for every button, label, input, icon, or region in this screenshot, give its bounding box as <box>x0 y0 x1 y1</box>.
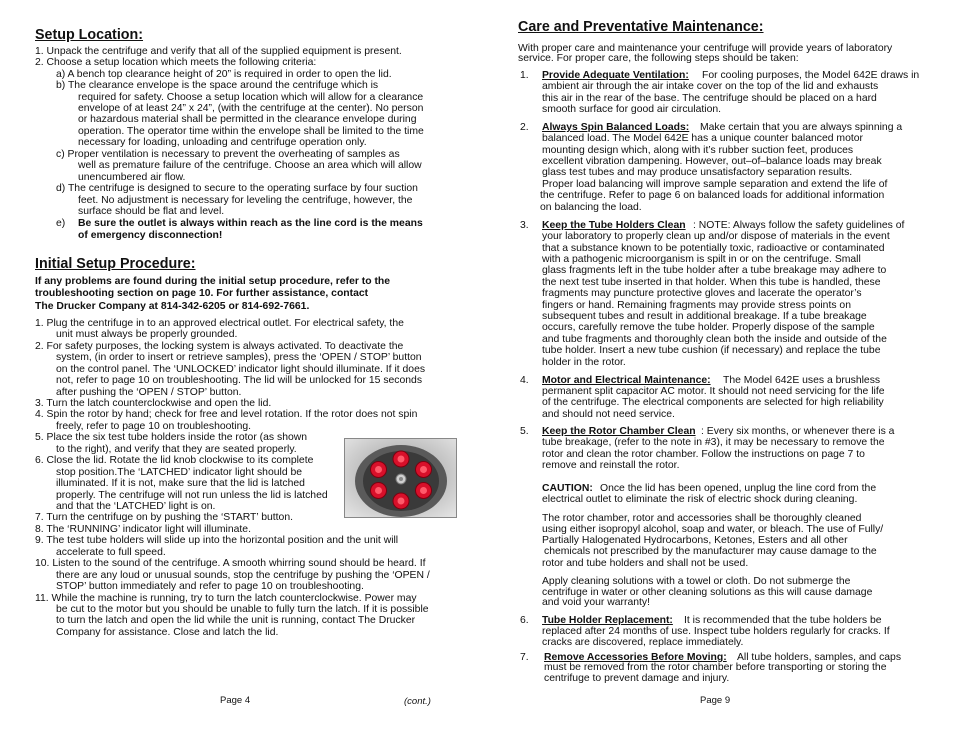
procedure-line: 7. Turn the centrifuge on by pushing the ‘START’ button. <box>35 512 293 523</box>
item-number: 5. <box>520 426 529 437</box>
setup-line: envelope of at least 24” x 24”, (with the centrifuge at the center). No person <box>78 103 424 114</box>
right-page-number: Page 9 <box>700 695 731 706</box>
setup-line: necessary for loading, unloading and centrifuge operation only. <box>78 137 367 148</box>
cleaning-text: Apply cleaning solutions with a towel or cloth. Do not submerge the <box>542 576 851 587</box>
caution-text: electrical outlet to eliminate the risk of electric shock during cleaning. <box>542 494 858 505</box>
cleaning-text: using either isopropyl alcohol, soap and water, or bleach. The use of Fully/ <box>542 524 884 535</box>
tube-holder-opening <box>420 466 427 473</box>
item-text: excellent vibration dampening. However, out–of–balance loads may break <box>542 156 882 167</box>
procedure-line: 10. Listen to the sound of the centrifuge. A smooth whirring sound should be heard. If <box>35 558 426 569</box>
maintenance-intro: With proper care and maintenance your centrifuge will provide years of laboratory <box>518 43 893 54</box>
cleaning-text: Partially Halogenated Hydrocarbons, Ketones, Esters and all other <box>542 535 848 546</box>
item-text: must be removed from the rotor chamber before transporting or storing the <box>544 662 887 673</box>
item-text: cracks are discovered, replace immediately. <box>542 637 744 648</box>
setup-location-heading: Setup Location: <box>35 27 144 43</box>
procedure-line: on the control panel. The ‘UNLOCKED’ indicator light should illuminate. If it does <box>56 364 426 375</box>
cleaning-text: and void your warranty! <box>542 597 651 608</box>
procedure-line: not, refer to page 10 on troubleshooting. The lid will be unlocked for 15 seconds <box>56 375 423 386</box>
setup-line: feet. No adjustment is necessary for leveling the centrifuge, however, the <box>78 195 413 206</box>
item-number: 3. <box>520 220 529 231</box>
item-title: Always Spin Balanced Loads: <box>542 122 690 133</box>
maintenance-heading: Care and Preventative Maintenance: <box>518 19 764 35</box>
procedure-line: properly. The centrifuge will not run unless the lid is latched <box>56 490 328 501</box>
item-text: with a pathogenic microorganism is spilt in or on the centrifuge. Small <box>542 254 861 265</box>
item-text: and tube fragments and thoroughly clean both the inside and outside of the <box>542 334 887 345</box>
tube-holder-opening <box>420 487 427 494</box>
procedure-line: 9. The test tube holders will slide up into the horizontal position and the unit will <box>35 535 399 546</box>
outlet-warning: Be sure the outlet is always within reach as the line cord is the means <box>78 218 423 229</box>
setup-line: or hazardous material shall be permitted in the clearance envelope during <box>78 114 417 125</box>
procedure-line: after pushing the ‘OPEN / STOP’ button. <box>56 387 242 398</box>
item-text: the next test tube inserted in that holder. When this tube is handled, these <box>542 277 881 288</box>
item-text: tube breakage, (refer to the note in #3), it may be necessary to remove the <box>542 437 885 448</box>
procedure-line: to turn the latch and open the lid while the unit is running, contact The Drucker <box>56 615 416 626</box>
tube-holder-opening <box>375 466 382 473</box>
cleaning-text: centrifuge in water or other cleaning solutions as this will cause damage <box>542 587 873 598</box>
procedure-line: freely, refer to page 10 on troubleshooting. <box>56 421 252 432</box>
item-text: balanced load. The Model 642E has a unique counter balanced motor <box>542 133 863 144</box>
setup-line: b) The clearance envelope is the space around the centrifuge which is <box>56 80 379 91</box>
procedure-line: 3. Turn the latch counterclockwise and open the lid. <box>35 398 272 409</box>
procedure-line: Company for assistance. Close and latch the lid. <box>56 627 279 638</box>
rotor-photo <box>344 438 457 518</box>
procedure-line: STOP’ button immediately and refer to page 10 on troubleshooting. <box>56 581 364 592</box>
item-text: tube holder. Insert a new tube cushion (if necessary) and replace the tube <box>542 345 881 356</box>
item-title: Keep the Rotor Chamber Clean <box>542 426 696 437</box>
setup-line: well as premature failure of the centrifuge. Choose an area which will allow <box>78 160 422 171</box>
initial-setup-heading: Initial Setup Procedure: <box>35 256 196 272</box>
item-text: : NOTE: Always follow the safety guidelines of <box>693 220 905 231</box>
item-text: glass fragments left in the tube holder after a tube breakage may adhere to <box>542 265 887 276</box>
outlet-warning: of emergency disconnection! <box>78 230 223 241</box>
item-title: Provide Adequate Ventilation: <box>542 70 689 81</box>
setup-line: 2. Choose a setup location which meets the following criteria: <box>35 57 317 68</box>
item-text: fingers or hand. Remaining fragments may provide stress points on <box>542 300 851 311</box>
procedure-line: illuminated. If it is not, make sure that the lid is latched <box>56 478 305 489</box>
item-text: smooth surface for good air circulation. <box>542 104 722 115</box>
procedure-line: accelerate to full speed. <box>56 547 166 558</box>
setup-line: operation. The operator time within the envelope shall be limited to the time <box>78 126 424 137</box>
procedure-line: 1. Plug the centrifuge in to an approved electrical outlet. For electrical safety, the <box>35 318 404 329</box>
item-text: For cooling purposes, the Model 642E draws in <box>702 70 920 81</box>
item-text: : Every six months, or whenever there is a <box>701 426 895 437</box>
item-text: Make certain that you are always spinning a <box>700 122 903 133</box>
item-number: 6. <box>520 615 529 626</box>
item-text: permanent split capacitor AC motor. It should not need servicing for the life <box>542 386 885 397</box>
item-text: ambient air through the air intake cover on the top of the lid and exhausts <box>542 81 879 92</box>
continued-note: (cont.) <box>404 696 431 707</box>
setup-line: unencumbered air flow. <box>78 172 186 183</box>
procedure-line: unit must always be properly grounded. <box>56 329 238 340</box>
procedure-line: 5. Place the six test tube holders inside the rotor (as shown <box>35 432 308 443</box>
setup-line: d) The centrifuge is designed to secure to the operating surface by four suction <box>56 183 418 194</box>
procedure-line: system, (in order to insert or retrieve samples), press the ‘OPEN / STOP’ button <box>56 352 422 363</box>
setup-line: surface should be flat and level. <box>78 206 225 217</box>
item-text: mounting design which, along with it’s rubber suction feet, produces <box>542 145 854 156</box>
item-text: of the centrifuge. The electrical components are selected for high reliability <box>542 397 884 408</box>
procedure-line: 8. The ‘RUNNING’ indicator light will illuminate. <box>35 524 251 535</box>
setup-line: a) A bench top clearance height of 20” is required in order to open the lid. <box>56 69 392 80</box>
item-text: this air in the rear of the base. The centrifuge should be placed on a hard <box>542 93 877 104</box>
setup-line: c) Proper ventilation is necessary to prevent the overheating of samples as <box>56 149 400 160</box>
caution-label: CAUTION: <box>542 483 593 494</box>
item-title: Tube Holder Replacement: <box>542 615 673 626</box>
item-text: the centrifuge. Refer to page 6 on balanced loads for additional information <box>540 190 885 201</box>
tube-holder-opening <box>398 456 405 463</box>
procedure-line: 4. Spin the rotor by hand; check for free and level rotation. If the rotor does not spin <box>35 409 418 420</box>
item-number: 7. <box>520 652 529 663</box>
item-text: All tube holders, samples, and caps <box>737 652 902 663</box>
item-text: subsequent tubes and result in additional breakage. If a tube breakage <box>542 311 867 322</box>
cleaning-text: The rotor chamber, rotor and accessories shall be thoroughly cleaned <box>542 513 862 524</box>
initial-setup-intro: The Drucker Company at 814-342-6205 or 814-692-7661. <box>35 301 310 312</box>
item-text: that a substance known to be potentially toxic, radioactive or contaminated <box>542 243 885 254</box>
setup-line: e) <box>56 218 66 229</box>
item-text: holder in the rotor. <box>542 357 626 368</box>
tube-holder-opening <box>375 487 382 494</box>
item-text: The Model 642E uses a brushless <box>723 375 881 386</box>
initial-setup-intro: If any problems are found during the initial setup procedure, refer to the <box>35 276 391 287</box>
procedure-line: be cut to the motor but you should be unable to fully turn the latch. If it is possible <box>56 604 429 615</box>
item-text: Proper load balancing will improve sample separation and extend the life of <box>542 179 888 190</box>
cleaning-text: rotor and tube holders and shall not be used. <box>542 558 749 569</box>
procedure-line: 11. While the machine is running, try to turn the latch counterclockwise. Power may <box>35 593 417 604</box>
item-text: on balancing the load. <box>540 202 642 213</box>
procedure-line: and that the ‘LATCHED’ light is on. <box>56 501 216 512</box>
item-text: It is recommended that the tube holders be <box>684 615 882 626</box>
initial-setup-intro: troubleshooting section on page 10. For further assistance, contact <box>35 288 369 299</box>
rotor-illustration <box>345 439 457 518</box>
setup-line: 1. Unpack the centrifuge and verify that all of the supplied equipment is present. <box>35 46 402 57</box>
item-text: your laboratory to properly clean up and/or dispose of materials in the event <box>542 231 890 242</box>
item-text: centrifuge to prevent damage and injury. <box>544 673 730 684</box>
item-title: Keep the Tube Holders Clean <box>542 220 686 231</box>
item-text: replaced after 24 months of use. Inspect tube holders regularly for cracks. If <box>542 626 890 637</box>
caution-text: Once the lid has been opened, unplug the line cord from the <box>600 483 877 494</box>
left-page-number: Page 4 <box>220 695 251 706</box>
procedure-line: stop position.The ‘LATCHED’ indicator light should be <box>56 467 303 478</box>
item-text: occurs, carefully remove the tube holder. Properly dispose of the sample <box>542 322 875 333</box>
procedure-line: there are any loud or unusual sounds, stop the centrifuge by pushing the ‘OPEN / <box>56 570 430 581</box>
item-text: remove and reinstall the rotor. <box>542 460 680 471</box>
procedure-line: 6. Close the lid. Rotate the lid knob clockwise to its complete <box>35 455 314 466</box>
cleaning-text: chemicals not prescribed by the manufacturer may cause damage to the <box>544 546 877 557</box>
maintenance-intro: service. For proper care, the following steps should be taken: <box>518 53 799 64</box>
item-title: Remove Accessories Before Moving: <box>544 652 727 663</box>
item-text: glass test tubes and may produce unsatisfactory separation results. <box>542 167 853 178</box>
item-number: 4. <box>520 375 529 386</box>
procedure-line: 2. For safety purposes, the locking system is always activated. To deactivate the <box>35 341 404 352</box>
item-title: Motor and Electrical Maintenance: <box>542 375 711 386</box>
item-number: 2. <box>520 122 529 133</box>
tube-holder-opening <box>398 498 405 505</box>
setup-line: required for safety. Choose a setup location which will allow for a clearance <box>78 92 424 103</box>
item-text: fragments may puncture protective gloves and lacerate the operator’s <box>542 288 862 299</box>
procedure-line: to the right), and verify that they are seated properly. <box>56 444 297 455</box>
item-number: 1. <box>520 70 529 81</box>
item-text: and should not need service. <box>542 409 675 420</box>
item-text: rotor and clean the rotor chamber. Follow the instructions on page 7 to <box>542 449 865 460</box>
